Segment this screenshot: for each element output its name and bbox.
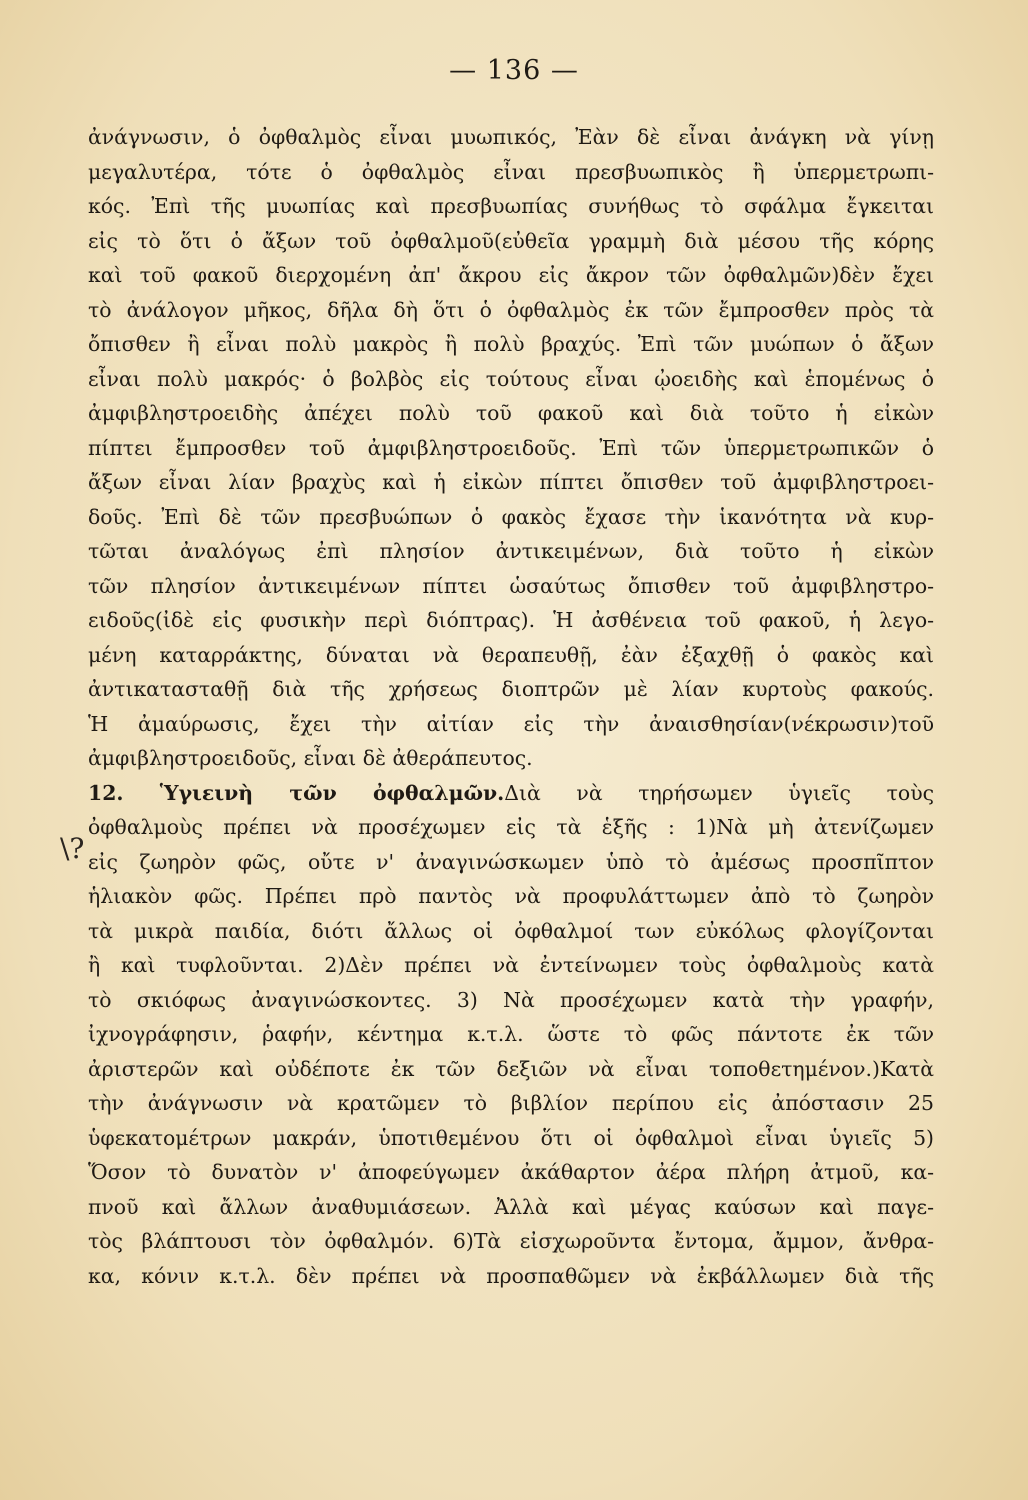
text-line: ἄξων εἶναι λίαν βραχὺς καὶ ἡ εἰκὼν πίπτει ὄπισθεν τοῦ ἀμφιβληστροει- [88, 470, 934, 494]
text-line: ἀμφιβληστροειδὴς ἀπέχει πολὺ τοῦ φακοῦ καὶ διὰ τοῦτο ἡ εἰκὼν [88, 401, 934, 425]
text-line [88, 776, 934, 811]
text-line: τὴν ἀνάγνωσιν νὰ κρατῶμεν τὸ βιβλίον περίπου εἰς ἀπόστασιν 25 [88, 1091, 934, 1115]
text-line: τὸ σκιόφως ἀναγινώσκοντες. 3) Νὰ προσέχωμεν κατὰ τὴν γραφήν, [88, 987, 934, 1012]
text-line: τὰ μικρὰ παιδία, διότι ἄλλως οἱ ὀφθαλμοί των εὐκόλως φλογίζονται [88, 918, 934, 943]
text-line: τῶν πλησίον ἀντικειμένων πίπτει ὡσαύτως ὄπισθεν τοῦ ἀμφιβληστρο- [88, 573, 934, 598]
text-line: ὀφθαλμοὺς πρέπει νὰ προσέχωμεν εἰς τὰ ἑξῆς : 1)Νὰ μὴ ἀτενίζωμεν [88, 815, 934, 839]
text-line: μένη καταρράκτης, δύναται νὰ θεραπευθῇ, ἐὰν ἐξαχθῇ ὁ φακὸς καὶ [88, 642, 934, 667]
text-line: κός. Ἐπὶ τῆς μυωπίας καὶ πρεσβυωπίας συνήθως τὸ σφάλμα ἔγκειται [88, 194, 934, 218]
text-line: πίπτει ἔμπροσθεν τοῦ ἀμφιβληστροειδοῦς. Ἐπὶ τῶν ὑπερμετρωπικῶν ὁ [88, 435, 934, 460]
text-line: ἀριστερῶν καὶ οὐδέποτε ἐκ τῶν δεξιῶν νὰ εἶναι τοποθετημένον.)Κατὰ [88, 1056, 934, 1081]
text-line: ἰχνογράφησιν, ῥαφήν, κέντημα κ.τ.λ. ὥστε τὸ φῶς πάντοτε ἐκ τῶν [88, 1022, 934, 1046]
text-line: τὸς βλάπτουσι τὸν ὀφθαλμόν. 6)Τὰ εἰσχωροῦντα ἔντομα, ἄμμον, ἄνθρα- [88, 1229, 934, 1253]
text-line: δοῦς. Ἐπὶ δὲ τῶν πρεσβυώπων ὁ φακὸς ἔχασε τὴν ἱκανότητα νὰ κυρ- [88, 504, 934, 529]
text-line: ειδοῦς(ἰδὲ εἰς φυσικὴν περὶ διόπτρας). Ἡ ἀσθένεια τοῦ φακοῦ, ἡ λεγο- [88, 608, 934, 632]
body-text [88, 120, 934, 1293]
text-line: εἶναι πολὺ μακρός· ὁ βολβὸς εἰς τούτους εἶναι ᾠοειδὴς καὶ ἑπομένως ὁ [88, 366, 934, 391]
text-line: ἀνάγνωσιν, ὁ ὀφθαλμὸς εἶναι μυωπικός, Ἐὰν δὲ εἶναι ἀνάγκη νὰ γίνῃ [88, 125, 934, 149]
section-heading: 12. Ὑγιεινὴ τῶν ὀφθαλμῶν. [88, 780, 505, 805]
text-line: ὑφεκατομέτρων μακράν, ὑποτιθεμένου ὅτι οἱ ὀφθαλμοὶ εἶναι ὑγιεῖς 5) [88, 1125, 934, 1150]
text-line: μεγαλυτέρα, τότε ὁ ὀφθαλμὸς εἶναι πρεσβυωπικὸς ἢ ὑπερμετρωπι- [88, 159, 934, 184]
text-line: τῶται ἀναλόγως ἐπὶ πλησίον ἀντικειμένων, διὰ τοῦτο ἡ εἰκὼν [88, 539, 934, 563]
text-line: ὄπισθεν ἢ εἶναι πολὺ μακρὸς ἢ πολὺ βραχύς. Ἐπὶ τῶν μυώπων ὁ ἄξων [88, 332, 934, 356]
text-line: ἢ καὶ τυφλοῦνται. 2)Δὲν πρέπει νὰ ἐντείνωμεν τοὺς ὀφθαλμοὺς κατὰ [88, 953, 934, 977]
text-line: Ἡ ἀμαύρωσις, ἔχει τὴν αἰτίαν εἰς τὴν ἀναισθησίαν(νέκρωσιν)τοῦ [88, 711, 934, 736]
text-line: εἰς τὸ ὅτι ὁ ἄξων τοῦ ὀφθαλμοῦ(εὐθεῖα γραμμὴ διὰ μέσου τῆς κόρης [88, 228, 934, 253]
text-line: πνοῦ καὶ ἄλλων ἀναθυμιάσεων. Ἀλλὰ καὶ μέγας καύσων καὶ παγε- [88, 1194, 934, 1219]
margin-annotation: \? [60, 832, 85, 865]
text-line: κα, κόνιν κ.τ.λ. δὲν πρέπει νὰ προσπαθῶμεν νὰ ἐκβάλλωμεν διὰ τῆς [88, 1263, 934, 1288]
text-line: ἡλιακὸν φῶς. Πρέπει πρὸ παντὸς νὰ προφυλάττωμεν ἀπὸ τὸ ζωηρὸν [88, 884, 934, 908]
text-line: ἀμφιβληστροειδοῦς, εἶναι δὲ ἀθεράπευτος. [88, 746, 533, 770]
text-line: εἰς ζωηρὸν φῶς, οὔτε ν' ἀναγινώσκωμεν ὑπὸ τὸ ἀμέσως προσπῖπτον [88, 849, 934, 874]
text-line: Ὅσον τὸ δυνατὸν ν' ἀποφεύγωμεν ἀκάθαρτον ἀέρα πλήρη ἀτμοῦ, κα- [88, 1160, 934, 1184]
page-number: — 136 — [449, 55, 579, 86]
text-line: ἀντικατασταθῇ διὰ τῆς χρήσεως διοπτρῶν μὲ λίαν κυρτοὺς φακούς. [88, 677, 934, 701]
text-line: καὶ τοῦ φακοῦ διερχομένη ἀπ' ἄκρου εἰς ἄκρον τῶν ὀφθαλμῶν)δὲν ἔχει [88, 263, 934, 287]
text-line: τὸ ἀνάλογον μῆκος, δῆλα δὴ ὅτι ὁ ὀφθαλμὸς ἐκ τῶν ἔμπροσθεν πρὸς τὰ [88, 297, 934, 322]
text-line-content: Διὰ νὰ τηρήσωμεν ὑγιεῖς τοὺς [504, 780, 935, 805]
